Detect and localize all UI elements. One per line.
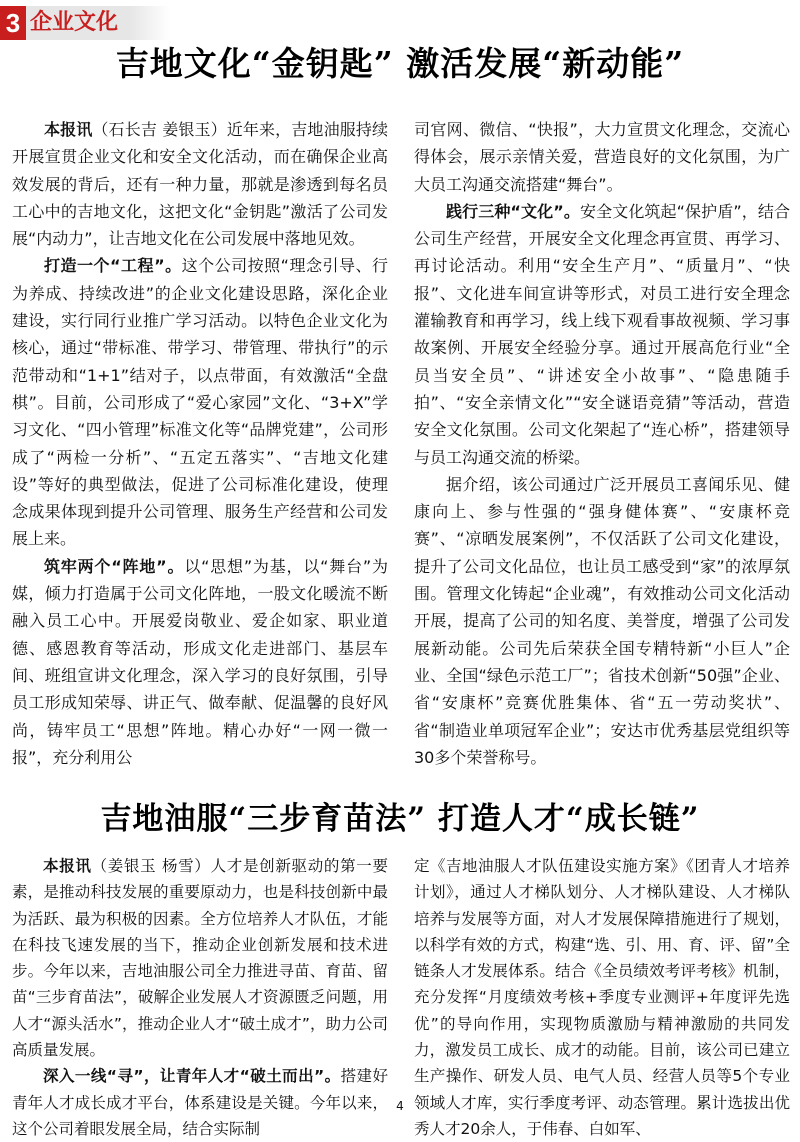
article1-left-column [12,116,388,771]
paragraph-text: 这个公司按照“理念引导、行为养成、持续改进”的企业文化建设思路，深化企业建设，实行同行业推广学习活动。以特色企业文化为核心，通过“带标准、带学习、带管理、带执行”的示范带动和“1+1”结对子，以点带面，有效激活“全盘棋”。目前，公司形成了“爱心家园”文化、“3+X”学习文化、“四小管理”标准文化等“品牌党建”，公司形成了“两检一分析”、“五定五落实”、“吉地文化建设”等好的典型做法，促进了公司标准化建设，使理念成果体现到提升公司管理、服务生产经营和公司发展上来。 [12,256,388,549]
paragraph-lead: 深入一线“寻”，让青年人才“破土而出”。 [43,1067,341,1086]
paragraph-text: （石长吉 姜银玉）近年来，吉地油服持续开展宣贯企业文化和安全文化活动，而在确保企业高效发展的背后，还有一种力量，那就是渗透到每名员工心中的吉地文化，这把文化“金钥匙”激活了公司发展“内动力”，让吉地文化在公司发展中落地见效。 [12,120,388,249]
paragraph [12,252,388,552]
article-divider [0,770,800,772]
paragraph-lead: 本报讯 [43,857,92,875]
article1-title: 吉地文化“金钥匙” 激活发展“新动能” [115,44,685,83]
paragraph-lead: 筑牢两个“阵地”。 [44,556,185,576]
section-badge-fade [130,6,170,40]
paragraph-text: 定《吉地油服人才队伍建设实施方案》《团青人才培养计划》，通过人才梯队划分、人才梯队建设、人才梯队培养与发展等方面，对人才发展保障措施进行了规划，以科学有效的方式，构建“选、引、用、育、评、留”全链条人才发展体系。结合《全员绩效考评考核》机制，充分发挥“月度绩效考核+季度专业测评+年度评先选优”的导向作用，实现物质激励与精神激励的共同发力，激发员工成长、成才的动能。目前，该公司已建立生产操作、研发人员、电气人员、经营人员等5个专业领域人才库，实行季度考评、动态管理。累计选拔出优秀人才20余人，于伟春、白如军、 [414,857,790,1138]
paragraph [414,198,790,471]
paragraph-text: 据介绍，该公司通过广泛开展员工喜闻乐见、健康向上、参与性强的“强身健体赛”、“安康杯竞赛”、“凉晒发展案例”，不仅活跃了公司文化建设，提升了公司文化品位，也让员工感受到“家”的浓厚氛围。管理文化铸起“企业魂”，有效推动公司文化活动开展，提高了公司的知名度、美誉度，增强了公司发展新动能。公司先后荣获全国专精特新“小巨人”企业、全国“绿色示范工厂”；省技术创新“50强”企业、省“安康杯”竞赛优胜集体、省“五一劳动奖状”、省“制造业单项冠军企业”；安达市优秀基层党组织等30多个荣誉称号。 [414,474,790,767]
paragraph [12,116,388,252]
section-label: 企业文化 [26,6,130,40]
paragraph-lead: 本报讯 [44,120,93,139]
paragraph [414,471,790,771]
paragraph [12,553,388,771]
section-badge [0,6,170,40]
paragraph [12,853,388,1063]
article1-right-column [414,116,790,771]
paragraph-lead: 打造一个“工程”。 [44,256,182,276]
paragraph-text: 安全文化筑起“保护盾”，结合公司生产经营，开展安全文化理念再宣贯、再学习、再讨论活动。利用“安全生产月”、“质量月”、“快报”、文化进车间宣讲等形式，对员工进行安全理念灌输教育和再学习，线上线下观看事故视频、学习事故案例、开展安全经验分享。通过开展高危行业“全员当安全员”、“讲述安全小故事”、“隐患随手拍”、“安全亲情文化”“安全谜语竞猜”等活动，营造安全文化氛围。公司文化架起了“连心桥”，搭建领导与员工沟通交流的桥梁。 [414,201,790,467]
paragraph-text: 司官网、微信、“快报”，大力宣贯文化理念，交流心得体会，展示亲情关爱，营造良好的文化氛围，为广大员工沟通交流搭建“舞台”。 [414,120,790,194]
paragraph-text: 搭建好青年人才成长成才平台，体系建设是关键。今年以来，这个公司着眼发展全局，结合实际制 [12,1067,388,1138]
paragraph-text: 以“思想”为基，以“舞台”为媒，倾力打造属于公司文化阵地，一股文化暖流不断融入员工心中。开展爱岗敬业、爱企如家、职业道德、感恩教育等活动，形成文化走进部门、基层车间、班组宣讲文化理念，深入学习的良好氛围，引导员工形成知荣辱、讲正气、做奉献、促温馨的良好风尚，铸牢员工“思想”阵地。精心办好“一网一微一报”，充分利用公 [12,556,388,767]
paragraph-text: （姜银玉 杨雪）人才是创新驱动的第一要素，是推动科技发展的重要原动力，也是科技创新中最为活跃、最为积极的因素。全方位培养人才队伍，才能在科技飞速发展的当下，推动企业创新发展和技术进步。今年以来，吉地油服公司全力推进寻苗、育苗、留苗“三步育苗法”，破解企业发展人才资源匮乏问题，用人才“源头活水”，推动企业人才“破土成才”，助力公司高质量发展。 [12,857,388,1060]
page-number: 4 [396,1099,404,1113]
paragraph-lead: 践行三种“文化”。 [446,201,580,221]
paragraph [414,116,790,198]
article2-title: 吉地油服“三步育苗法” 打造人才“成长链” [100,801,700,837]
section-number: 3 [0,6,26,40]
